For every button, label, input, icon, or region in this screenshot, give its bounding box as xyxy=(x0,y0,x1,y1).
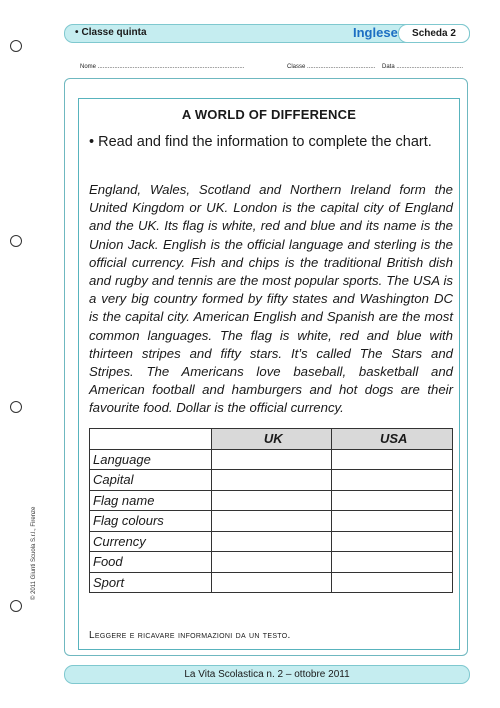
table-row xyxy=(90,511,453,532)
table-row xyxy=(90,490,453,511)
row-label: Currency xyxy=(90,531,212,552)
row-label: Flag colours xyxy=(90,511,212,532)
row-label: Sport xyxy=(90,572,212,593)
binder-hole-1 xyxy=(10,40,22,52)
reading-passage: England, Wales, Scotland and Northern Ireland form the United Kingdom or UK. London is the capital city of England and the UK. Its flag is white, red and blue and its name is the Union Jack. English is the official language and sterling is the official currency. Fish and chips is the traditional British dish and rugby and tennis are the most popular sports. The USA is a very big country formed by fifty states and Washington DC is the capital city. American English and Spanish are the most common languages. The flag is white, red and blue with thirteen stripes and fifty stars. It’s called The Stars and Stripes. The Americans love baseball, basketball and American football and hamburgers and hot dogs are their favourite food. Dollar is the official currency. xyxy=(89,182,453,416)
comparison-chart xyxy=(89,428,453,593)
exercise-box xyxy=(78,98,460,650)
answer-cell-uk[interactable] xyxy=(212,552,332,573)
header-bar xyxy=(64,24,470,43)
answer-cell-uk[interactable] xyxy=(212,470,332,491)
class-field[interactable]: Classe ......................................... xyxy=(287,64,376,70)
name-field[interactable]: Nome ........................................................................................ xyxy=(80,64,245,70)
answer-cell-uk[interactable] xyxy=(212,511,332,532)
binder-hole-2 xyxy=(10,235,22,247)
row-label: Language xyxy=(90,449,212,470)
exercise-title: A WORLD OF DIFFERENCE xyxy=(181,107,357,122)
subject-label: Inglese xyxy=(353,25,398,40)
answer-cell-usa[interactable] xyxy=(332,572,453,593)
copyright-notice: © 2011 Giunti Scuola S.r.l., Firenze xyxy=(31,506,37,600)
table-row xyxy=(90,531,453,552)
answer-cell-uk[interactable] xyxy=(212,490,332,511)
table-row xyxy=(90,572,453,593)
answer-cell-usa[interactable] xyxy=(332,552,453,573)
class-label: • Classe quinta xyxy=(75,27,147,38)
table-row xyxy=(90,470,453,491)
answer-cell-usa[interactable] xyxy=(332,511,453,532)
answer-cell-usa[interactable] xyxy=(332,470,453,491)
table-row xyxy=(90,449,453,470)
learning-objective: Leggere e ricavare informazioni da un testo. xyxy=(89,630,291,641)
row-label: Food xyxy=(90,552,212,573)
chart-corner-cell xyxy=(90,429,212,450)
answer-cell-usa[interactable] xyxy=(332,531,453,552)
column-header-usa: USA xyxy=(332,429,453,450)
answer-cell-uk[interactable] xyxy=(212,449,332,470)
row-label: Flag name xyxy=(90,490,212,511)
row-label: Capital xyxy=(90,470,212,491)
worksheet-number: Scheda 2 xyxy=(398,24,470,43)
answer-cell-uk[interactable] xyxy=(212,531,332,552)
footer-bar: La Vita Scolastica n. 2 – ottobre 2011 xyxy=(64,665,470,684)
binder-hole-4 xyxy=(10,600,22,612)
instruction-text: • Read and find the information to complete the chart. xyxy=(89,134,432,150)
chart-header-row xyxy=(90,429,453,450)
answer-cell-uk[interactable] xyxy=(212,572,332,593)
binder-hole-3 xyxy=(10,401,22,413)
answer-cell-usa[interactable] xyxy=(332,490,453,511)
date-field[interactable]: Data ........................................ xyxy=(382,64,464,70)
answer-cell-usa[interactable] xyxy=(332,449,453,470)
table-row xyxy=(90,552,453,573)
column-header-uk: UK xyxy=(212,429,332,450)
